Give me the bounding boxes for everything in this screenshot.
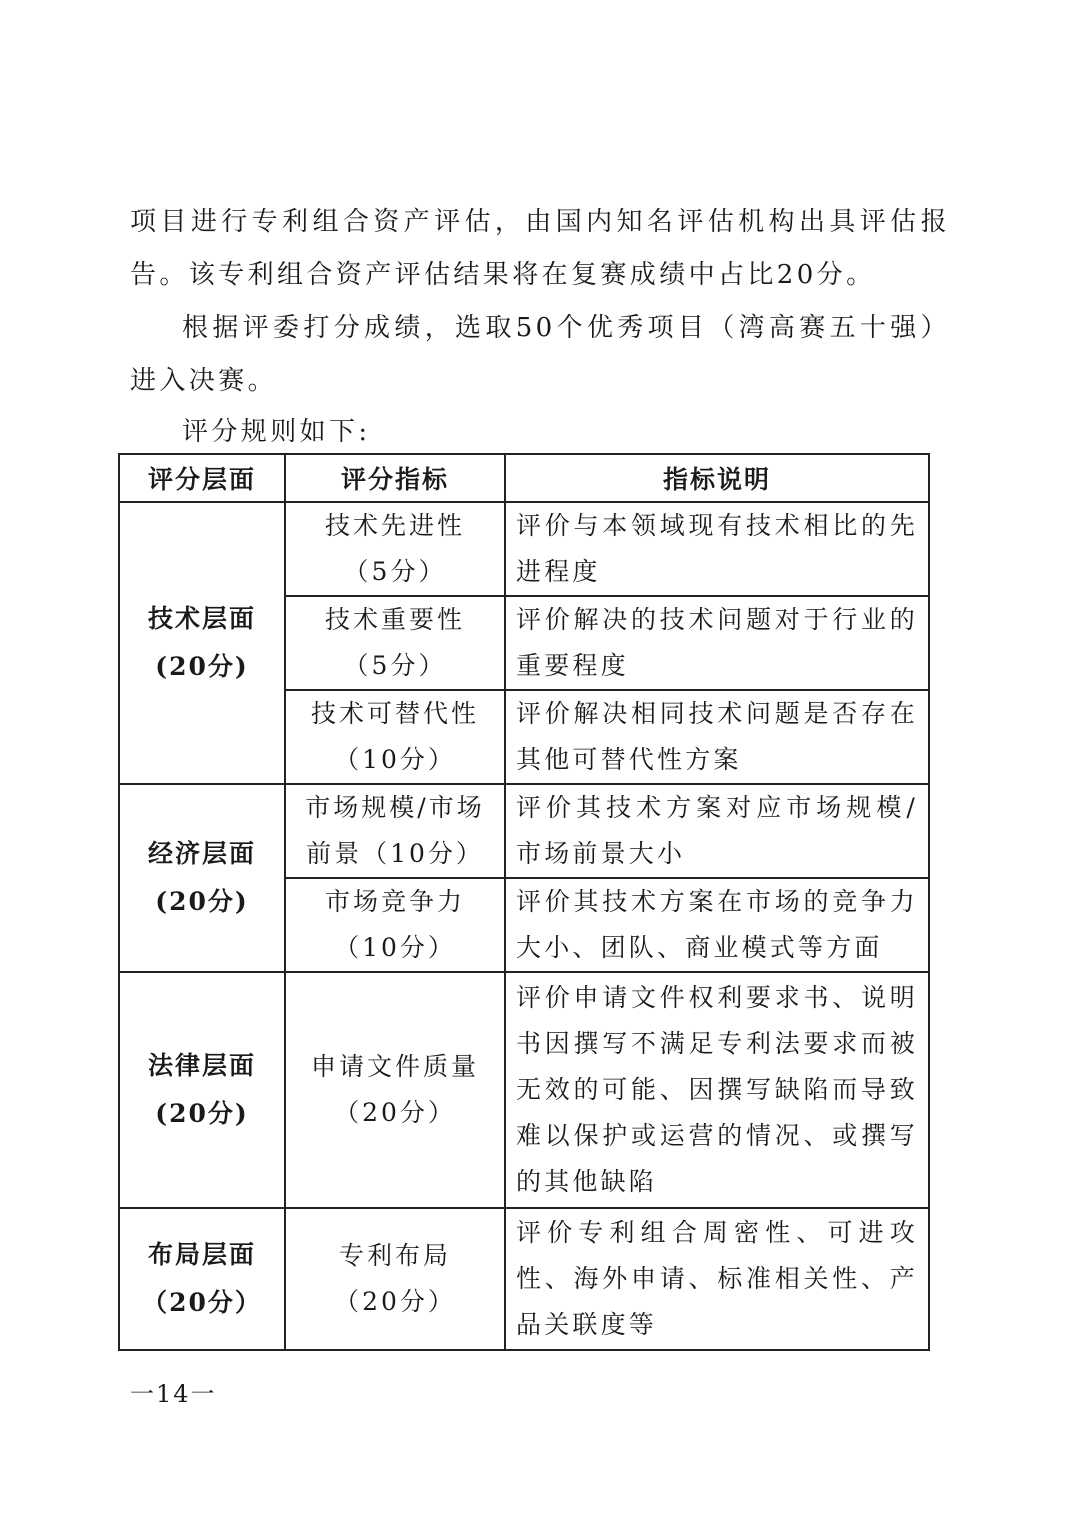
metric-score: （5分） <box>343 651 447 680</box>
metric-cell <box>285 596 505 690</box>
table-row <box>119 972 929 1208</box>
layer-name: 法律层面 <box>147 1051 256 1080</box>
layer-name: 布局层面 <box>147 1240 256 1269</box>
layer-score: （20分） <box>142 1288 262 1317</box>
page-number: 一14一 <box>130 1380 217 1408</box>
description-cell: 评价其技术方案在市场的竞争力大小、团队、商业模式等方面 <box>505 878 929 972</box>
description-cell: 评价专利组合周密性、可进攻性、海外申请、标准相关性、产品关联度等 <box>505 1208 929 1350</box>
metric-cell <box>285 972 505 1208</box>
metric-score: （20分） <box>334 1287 456 1316</box>
description-cell: 评价与本领域现有技术相比的先进程度 <box>505 502 929 596</box>
layer-cell-layout <box>119 1208 285 1350</box>
layer-score: (20分) <box>155 887 249 916</box>
table-row <box>119 502 929 596</box>
scoring-rules-table <box>118 453 930 1351</box>
body-paragraph-2: 根据评委打分成绩，选取50个优秀项目（湾高赛五十强）进入决赛。 <box>130 313 950 396</box>
metric-cell <box>285 690 505 784</box>
body-paragraph-1: 项目进行专利组合资产评估，由国内知名评估机构出具评估报告。该专利组合资产评估结果将在复赛成绩中占比20分。 <box>130 207 950 290</box>
layer-score: (20分) <box>155 1099 249 1128</box>
description-cell: 评价解决的技术问题对于行业的重要程度 <box>505 596 929 690</box>
layer-cell-economy <box>119 784 285 972</box>
table-intro: 评分规则如下: <box>182 417 371 447</box>
table-row <box>119 784 929 878</box>
metric-name: 市场竞争力 <box>324 887 465 916</box>
metric-cell <box>285 502 505 596</box>
description-cell: 评价解决相同技术问题是否存在其他可替代性方案 <box>505 690 929 784</box>
layer-cell-technology <box>119 502 285 784</box>
metric-score: （10分） <box>334 745 456 774</box>
metric-cell <box>285 1208 505 1350</box>
table-header-row <box>119 454 929 502</box>
layer-name: 技术层面 <box>147 604 256 633</box>
header-layer: 评分层面 <box>119 454 285 502</box>
description-cell: 评价申请文件权利要求书、说明书因撰写不满足专利法要求而被无效的可能、因撰写缺陷而导致难以保护或运营的情况、或撰写的其他缺陷 <box>505 972 929 1208</box>
metric-name: 市场规模/市场 <box>305 793 485 822</box>
layer-name: 经济层面 <box>147 839 256 868</box>
layer-score: (20分) <box>155 652 249 681</box>
metric-score: （5分） <box>343 557 447 586</box>
layer-cell-legal <box>119 972 285 1208</box>
table-row <box>119 1208 929 1350</box>
metric-name: 申请文件质量 <box>310 1052 479 1081</box>
metric-score: 前景（10分） <box>306 839 484 868</box>
metric-cell <box>285 784 505 878</box>
header-description: 指标说明 <box>505 454 929 502</box>
metric-score: （20分） <box>334 1098 456 1127</box>
metric-score: （10分） <box>334 933 456 962</box>
metric-name: 技术重要性 <box>324 605 465 634</box>
metric-cell <box>285 878 505 972</box>
description-cell: 评价其技术方案对应市场规模/市场前景大小 <box>505 784 929 878</box>
header-metric: 评分指标 <box>285 454 505 502</box>
metric-name: 技术可替代性 <box>310 699 479 728</box>
metric-name: 专利布局 <box>338 1241 451 1270</box>
metric-name: 技术先进性 <box>324 511 465 540</box>
